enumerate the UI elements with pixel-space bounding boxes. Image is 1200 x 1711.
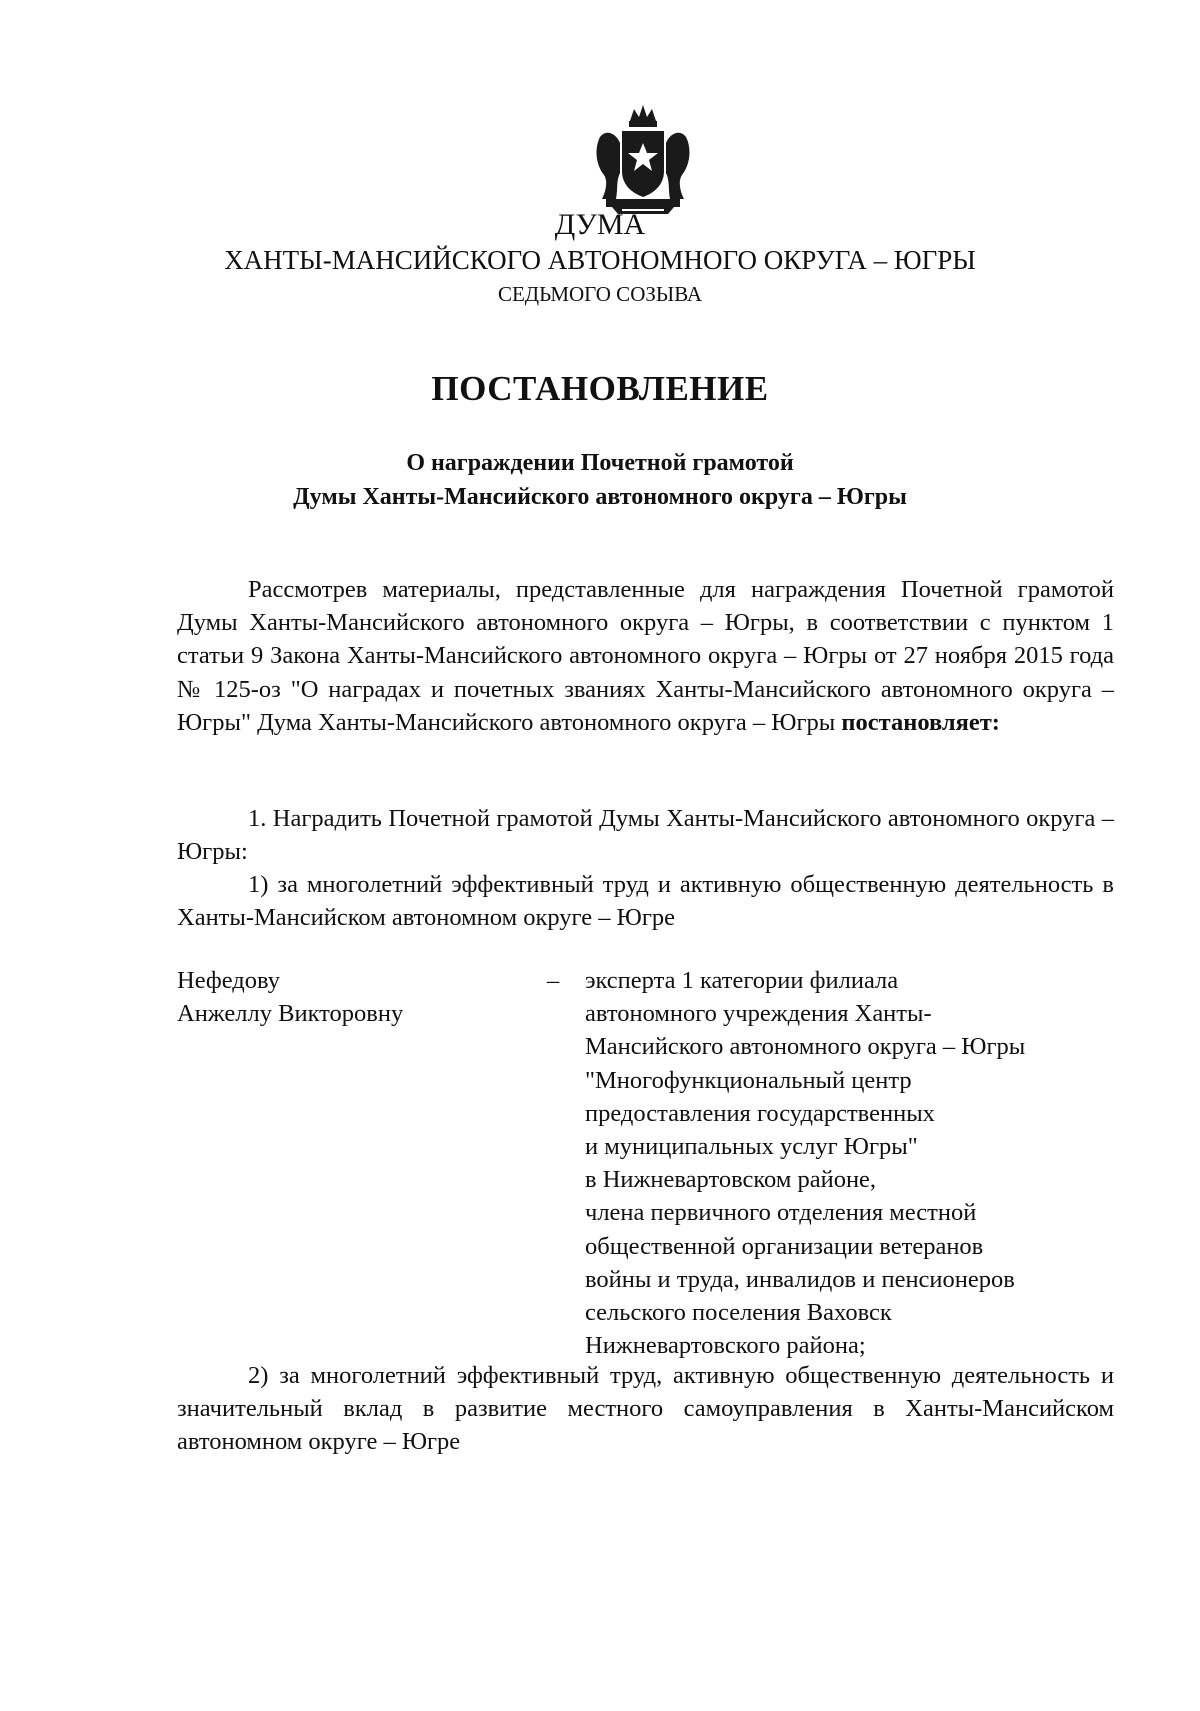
duma-title: ДУМА: [554, 208, 646, 241]
awardee-position: [585, 964, 1115, 1362]
convocation-title: СЕДЬМОГО СОЗЫВА: [497, 282, 703, 306]
awardee-position-line: члена первичного отделения местной: [585, 1199, 977, 1227]
item-1-paragraph: [177, 802, 1114, 868]
subject-line-1: О награждении Почетной грамотой: [406, 450, 794, 476]
item-1-text: 1. Наградить Почетной грамотой Думы Ханты-Мансийского автономного округа – Югры:: [177, 805, 1114, 866]
coat-of-arms-emblem-icon: [592, 103, 694, 215]
subitem-1-paragraph: [177, 868, 1114, 934]
awardee-position-line: Мансийского автономного округа – Югры: [585, 1033, 1026, 1061]
preamble-text: Рассмотрев материалы, представленные для награждения Почетной грамотой Думы Ханты-Мансийского автономного округа – Югры, в соответствии с пунктом 1 статьи 9 Закона Ханты-Мансийского автономного округа – Югры от 27 ноября 2015 года № 125-оз "О наградах и почетных званиях Ханты-Мансийского автономного округа – Югры" Дума Ханты-Мансийского автономного округа – Югры: [177, 576, 1114, 736]
awardee-position-line: и муниципальных услуг Югры": [585, 1133, 918, 1161]
awardee-position-line: "Многофункциональный центр: [585, 1066, 912, 1094]
awardee-dash: –: [547, 967, 560, 994]
awardee-position-line: общественной организации ветеранов: [585, 1232, 984, 1260]
awardee-position-line: в Нижневартовском районе,: [585, 1166, 877, 1194]
awardee-position-line: сельского поселения Ваховск: [585, 1299, 892, 1327]
preamble-paragraph: [177, 573, 1114, 739]
awardee-position-line: войны и труда, инвалидов и пенсионеров: [585, 1265, 1015, 1293]
subitem-1-text: 1) за многолетний эффективный труд и активную общественную деятельность в Ханты-Мансийском автономном округе – Югре: [177, 871, 1114, 932]
document-subject: [0, 446, 1200, 514]
awardee-name-line-1: Нефедову: [177, 967, 280, 994]
awardee-position-line: автономного учреждения Ханты-: [585, 1000, 932, 1028]
subject-line-2: Думы Ханты-Мансийского автономного округа – Югры: [293, 484, 907, 510]
awardee-name: [177, 964, 403, 1030]
awardee-name-line-2: Анжеллу Викторовну: [177, 1000, 404, 1028]
document-type-heading: ПОСТАНОВЛЕНИЕ: [431, 369, 769, 408]
awardee-position-line: предоставления государственных: [585, 1099, 935, 1127]
subitem-2-text: 2) за многолетний эффективный труд, активную общественную деятельность и значительный вклад в развитие местного самоуправления в Ханты-Мансийском автономном округе – Югре: [177, 1362, 1114, 1456]
preamble-resolves: постановляет:: [841, 708, 1000, 736]
awardee-position-line: эксперта 1 категории филиала: [585, 967, 899, 994]
region-title: ХАНТЫ-МАНСИЙСКОГО АВТОНОМНОГО ОКРУГА – ЮГРЫ: [224, 245, 976, 275]
subitem-2-paragraph: [177, 1359, 1114, 1459]
awardee-position-line: Нижневартовского района;: [585, 1332, 866, 1360]
